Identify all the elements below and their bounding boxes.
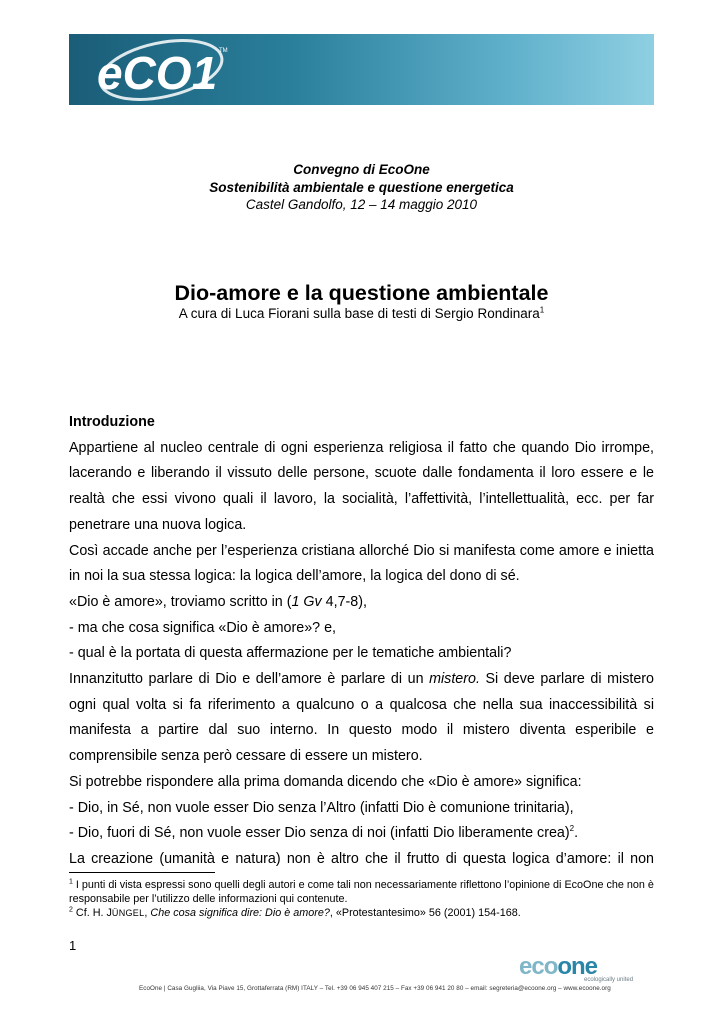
footer-contact-line: EcoOne | Casa Gugliia, Via Piave 15, Grottaferrata (RM) ITALY – Tel. +39 06 945 407 215 – Fax +39 06 941 20 80 – email: segreteria@ecoone.org – www.ecoone.org bbox=[139, 985, 611, 992]
paragraph: - ma che cosa significa «Dio è amore»? e, bbox=[69, 619, 337, 636]
conference-name: Convegno di EcoOne bbox=[293, 162, 430, 177]
subtitle-text: A cura di Luca Fiorani sulla base di testi di Sergio Rondinara bbox=[178, 306, 540, 321]
logo-trademark: TM bbox=[219, 48, 228, 54]
footnotes bbox=[69, 878, 654, 920]
footnote-ref-1: 1 bbox=[539, 305, 545, 315]
page-subtitle bbox=[69, 306, 654, 321]
footnote-2: $^2$ Cf. H. JÜNGEL, Che cosa significa dire: Dio è amore?, «Protestantesimo» 56 (2001) 154-168. bbox=[69, 906, 521, 919]
paragraph: «Dio è amore», troviamo scritto in (1 Gv 4,7-8), bbox=[69, 593, 367, 610]
header-banner bbox=[69, 34, 654, 105]
paragraph: - Dio, fuori di Sé, non vuole esser Dio senza di noi (infatti Dio liberamente crea)$^2$. bbox=[69, 824, 579, 842]
conference-place-date: Castel Gandolfo, 12 – 14 maggio 2010 bbox=[245, 197, 478, 212]
ecoone-footer-logo bbox=[519, 953, 634, 983]
paragraph: La creazione (umanità e natura) non è altro che il frutto di questa logica d’amore: il non bbox=[69, 850, 654, 867]
paragraph: - Dio, in Sé, non vuole esser Dio senza l’Altro (infatti Dio è comunione trinitaria), bbox=[69, 799, 574, 816]
eco1-logo bbox=[69, 34, 654, 105]
footnote-1: $^1$ I punti di vista espressi sono quelli degli autori e come tali non necessariamente riflettono l’opinione di EcoOne che non è responsabile per l’utilizzo delle informazioni qui contenute. bbox=[69, 878, 654, 905]
emphasis: mistero. bbox=[429, 671, 480, 688]
page-title: Dio-amore e la questione ambientale bbox=[174, 281, 549, 305]
section-heading: Introduzione bbox=[69, 414, 155, 430]
paragraph: Così accade anche per l’esperienza cristiana allorché Dio si manifesta come amore e inietta in noi la sua stessa logica: la logica dell’amore, la logica del dono di sé. bbox=[69, 542, 654, 585]
conference-theme: Sostenibilità ambientale e questione energetica bbox=[209, 180, 514, 195]
footer-logo-wordmark: ecoone bbox=[519, 953, 598, 980]
paragraph: Appartiene al nucleo centrale di ogni esperienza religiosa il fatto che quando Dio irrompe, lacerando e liberando il vissuto delle persone, scuote dalle fondamenta il loro essere e le realtà che essi vivono quali il lavoro, la socialità, l’affettività, l’intellettualità, ecc. per far penetrare una nuova logica. bbox=[69, 439, 654, 533]
footnote-divider bbox=[69, 872, 215, 873]
paragraph: - qual è la portata di questa affermazione per le tematiche ambientali? bbox=[69, 645, 512, 662]
paragraph: Innanzitutto parlare di Dio e dell’amore è parlare di un mistero. Si deve parlare di mistero ogni qual volta si fa riferimento a qualcuno o a qualcosa che nella sua inaccessibilità si manifesta a partire dal suo interno. In questo modo il mistero diventa esperibile e comprensibile senza però cessare di essere un mistero. bbox=[69, 671, 654, 765]
bible-reference: 1 Gv bbox=[291, 593, 322, 610]
logo-text: eCO1 bbox=[97, 47, 218, 99]
footer-logo-tagline: ecologically united bbox=[584, 977, 634, 983]
page-number: 1 bbox=[69, 938, 77, 953]
paragraph: Si potrebbe rispondere alla prima domanda dicendo che «Dio è amore» significa: bbox=[69, 773, 582, 790]
footnote-ref-2: 2 bbox=[569, 824, 575, 834]
document-body bbox=[69, 410, 654, 873]
